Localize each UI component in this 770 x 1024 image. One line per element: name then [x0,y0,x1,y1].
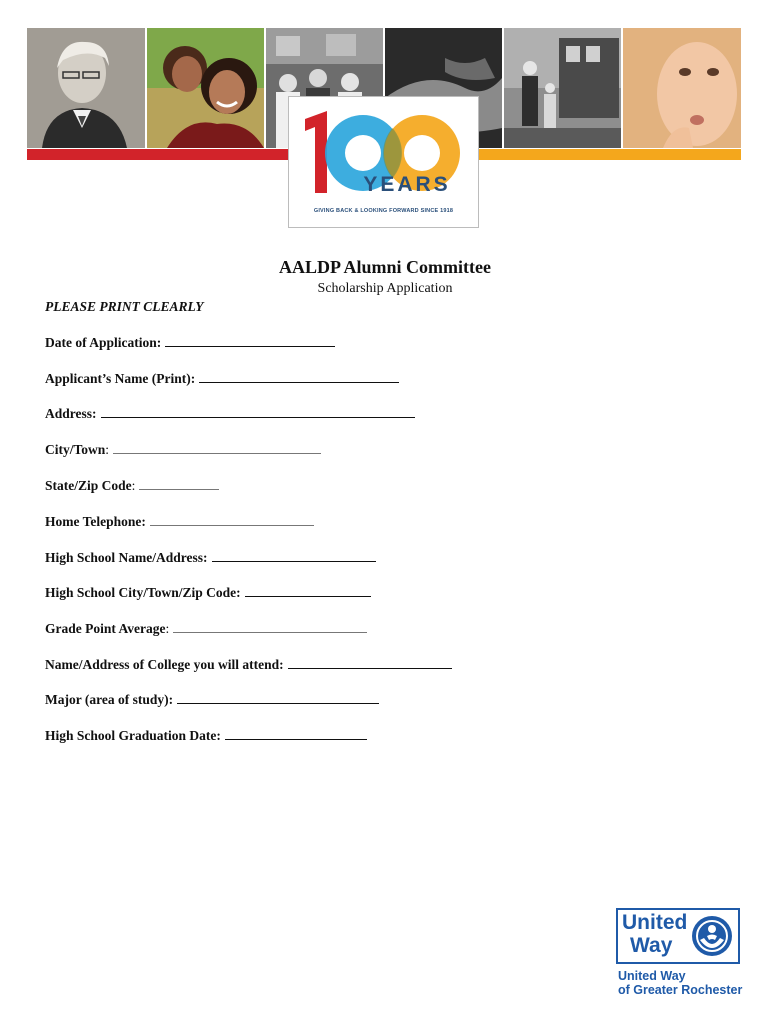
logo-wordmark [622,911,687,957]
blank-line[interactable] [150,524,314,526]
blank-line[interactable] [245,595,371,597]
field-address [45,406,415,422]
field-label: Grade Point Average [45,621,166,636]
blank-line[interactable] [113,452,321,454]
field-colon: : [131,478,136,493]
field-colon: : [105,442,110,457]
print-notice: PLEASE PRINT CLEARLY [45,299,204,314]
blank-line[interactable] [199,381,399,383]
field-home-telephone [45,514,314,530]
photo-mother-child [147,28,264,148]
logo-caption [618,969,742,997]
field-label: Major (area of study): [45,692,174,707]
page-subtitle: Scholarship Application [317,281,453,296]
field-state-zip [45,478,219,494]
field-label: Applicant’s Name (Print): [45,371,196,386]
field-major [45,692,379,708]
blank-line[interactable] [212,560,376,562]
field-city-town [45,442,321,458]
blank-line[interactable] [177,702,379,704]
hand-globe-icon [690,914,734,958]
page-title: AALDP Alumni Committee [279,257,491,277]
united-way-logo [616,908,740,964]
photo-street-trolley [504,28,621,148]
centennial-logo [289,97,478,205]
photo-elderly-man [27,28,145,148]
logo-caption-line-2: of Greater Rochester [618,983,743,997]
field-high-school-city [45,585,371,601]
blank-line[interactable] [101,416,415,418]
blank-line[interactable] [288,667,452,669]
field-label: High School Graduation Date: [45,728,221,743]
field-date-of-application [45,335,335,351]
field-applicant-name [45,371,399,387]
field-colon: : [165,621,170,636]
photo-toddler [623,28,741,148]
logo-line-2: Way [630,934,673,957]
blank-line[interactable] [165,345,335,347]
field-college [45,657,452,673]
blank-line[interactable] [225,738,367,740]
logo-caption-line-1: United Way [618,969,686,983]
field-label: Home Telephone: [45,514,146,529]
blank-line[interactable] [139,488,219,490]
blank-line[interactable] [173,631,367,633]
field-high-school-name [45,550,376,566]
banner-stripe-red [27,149,289,160]
centennial-badge [288,96,479,228]
field-label: High School Name/Address: [45,550,208,565]
field-graduation-date [45,728,367,744]
field-label: Name/Address of College you will attend: [45,657,284,672]
field-label: City/Town [45,442,106,457]
field-label: Date of Application: [45,335,162,350]
field-label: High School City/Town/Zip Code: [45,585,241,600]
banner-stripe-orange [479,149,741,160]
field-gpa [45,621,367,637]
field-label: Address: [45,406,97,421]
badge-years: YEARS [363,173,451,196]
logo-line-1: United [622,911,688,934]
badge-tagline: GIVING BACK & LOOKING FORWARD SINCE 1918 [313,208,454,214]
field-label: State/Zip Code [45,478,132,493]
